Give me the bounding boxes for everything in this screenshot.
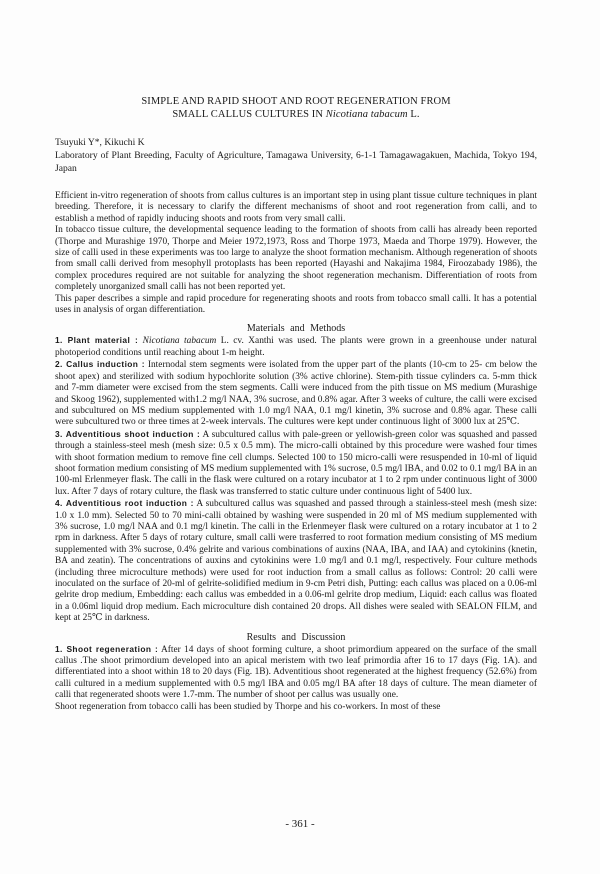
title-line-1: SIMPLE AND RAPID SHOOT AND ROOT REGENERATION FROM [141,96,451,107]
abstract-paragraph: In tobacco tissue culture, the developmental sequence leading to the formation of shoots from calli has already been reported (Thorpe and Murashige 1970, Thorpe and Meier 1972,1973, Ross and Thorpe 1973, Maeda and Thorpe 1979). However, the size of calli used in these experiments was too large to analyze the shoot formation mechanism. Although regeneration of shoots from small calli derived from mesophyll protoplasts has been reported (Hayashi and Nakajima 1984, Firoozabady 1986), the complex procedures required are not suitable for analyzing the shoot regeneration mechanism. Differentiation of roots from completely unorganized small calli has not been reported yet. [55,225,537,293]
title-species-name: Nicotiana tabacum [325,108,408,120]
callus-induction-text: Internodal stem segments were isolated from the upper part of the plants (10-cm to 25- cm below the shoot apex) and sterilized with sodium hypochlorite solution (3% active chlorine). Stem-pith tissue cylinders ca. 5-mm thick and 7-mm diameter were excised from the stem segments. Calli were induced from the pith tissue on MS medium (Murashige and Skoog 1962), supplemented with1.2 mg/l NAA, 3% sucrose, and 0.8% agar. After 3 weeks of culture, the calli were excised and subcultured on MS medium supplemented with 1.0 mg/l NAA, 0.1 mg/l kinetin, 3% sucrose and 0.8% agar. These calli were subcultured two or three times at 2-week intervals. The cultures were kept under continuous light of 3000 lux at 25℃. [55,360,537,428]
shoot-regeneration-text: After 14 days of shoot forming culture, a shoot primordium appeared on the surface of the small callus .The shoot primordium developed into an apical meristem with two leaf primordia after 16 to 17 days (Fig. 1A). and differentiated into a shoot within 18 to 20 days (Fig. 1B). Adventitious shoot regenerated at the highest frequency (52.6%) from calli cultured in a medium supplemented with 0.5 mg/l IBA and 0.05 mg/l BA after 18 days of culture. The mean diameter of calli that regenerated shoots were 1.7-mm. The number of shoot per callus was usually one. [55,644,537,701]
abstract-paragraph: Efficient in-vitro regeneration of shoots from callus cultures is an important step in using plant tissue culture techniques in plant breeding. Therefore, it is necessary to clarify the different mechanisms of shoot and root regeneration from calli, and to establish a method of rapidly inducing shoots and roots from very small calli. [55,191,537,224]
page-number: - 361 - [285,818,315,830]
page-content [55,96,537,713]
callus-induction-label: 2. Callus induction : [55,359,145,370]
root-induction-text: A subcultured callus was squashed and passed through a stainless-steel mesh (mesh size: 1.0 x 1.0 mm). Selected 50 to 70 mini-calli obtained by washing were suspended in 20 ml of MS medium supplemented with 3% sucrose, 1.0 mg/l NAA and 0.1 mg/l kinetin. The calli in the Erlenmeyer flask were cultured on a rotary incubator at 1 to 2 rpm in darkness. After 5 days of rotary culture, small calli were trasferred to root formation medium consisting of MS medium supplemented with 3% sucrose, 0.4% gelrite and various combinations of auxins (NAA, IBA, and IAA) and cytokinins (knetin, BA and zeatin). The concentrations of auxins and cytokinins were 1.0 mg/l and 0.1 mg/l, respectively. Four culture methods (including three microculture methods) were used for root induction from a small callus as follows: Control: 20 calli were inoculated on the surface of 20-ml of gelrite-solidified medium in 9-cm Petri dish, Putting: each callus was placed on a 0.06-ml gelrite drop medium, Embedding: each callus was embedded in a 0.06-ml gelrite drop medium, Liquid: each callus was floated in a 0.06ml liquid drop medium. Each microculture dish contained 20 drops. All dishes were sealed with SEALON FILM, and kept at 25℃ in darkness. [55,499,537,624]
plant-material-label: 1. Plant material : [55,335,139,346]
shoot-induction-text: A subcultured callus with pale-green or yellowish-green color was squashed and passed through a stainless-steel mesh (mesh size: 0.5 x 0.5 mm). The micro-calli obtained by this procedure were washed four times with shoot formation medium to remove fine cell clumps. Selected 100 to 150 micro-calli were resuspended in 10-ml of liquid shoot formation medium consisting of MS medium supplemented with 1% sucrose, 0.5 mg/l IBA, and 0.02 to 0.1 mg/l BA in an 100-ml Erlenmeyer flask. The calli in the flask were cultured on a rotary incubator at 1 to 2 rpm under continuous light of 3000 lux. After 7 days of rotary culture, the flask was transferred to static culture under continuous light of 5400 lux. [55,429,537,497]
root-induction-paragraph [55,498,537,624]
closing-paragraph: Shoot regeneration from tobacco calli has been studied by Thorpe and his co-workers. In most of these [55,701,441,712]
methods-section [55,335,537,624]
shoot-regeneration-label: 1. Shoot regeneration : [55,643,159,654]
paper-title [55,96,537,121]
title-line-2 [55,109,537,122]
affiliation: Laboratory of Plant Breeding, Faculty of Agriculture, Tamagawa University, 6-1-1 Tamagawagakuen, Machida, Tokyo 194, Japan [55,150,537,174]
title-line-2-suffix: L. [407,108,420,120]
authors: Tsuyuki Y*, Kikuchi K [55,137,145,148]
plant-material-text: L. cv. Xanthi was used. The plants were grown in a greenhouse under natural photoperiod conditions until reaching about 1-m height. [55,336,538,358]
shoot-induction-label: 3. Adventitious shoot induction : [55,428,201,439]
plant-material-paragraph [55,335,537,359]
methods-heading: Materials and Methods [246,323,346,335]
shoot-regeneration-paragraph [55,644,537,702]
results-heading: Results and Discussion [246,631,346,643]
abstract-paragraph: This paper describes a simple and rapid procedure for regenerating shoots and roots from tobacco small calli. It has a potential uses in analysis of organ differentiation. [55,293,537,316]
root-induction-label: 4. Adventitious root induction : [55,498,194,509]
title-line-2-prefix: SMALL CALLUS CULTURES IN [172,108,326,120]
callus-induction-paragraph [55,359,537,428]
results-section [55,644,537,713]
abstract [55,191,537,316]
shoot-induction-paragraph [55,429,537,498]
species-name: Nicotiana tabacum [142,336,217,347]
